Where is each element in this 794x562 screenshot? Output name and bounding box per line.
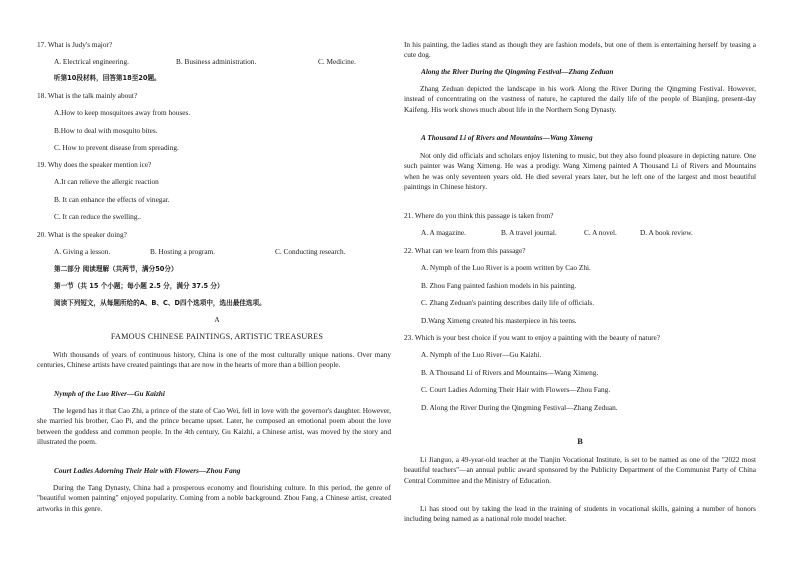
q19-option-a: A.It can relieve the allergic reaction bbox=[54, 177, 159, 186]
q20-option-b: B. Hosting a program. bbox=[150, 247, 216, 256]
q23-option-b: B. A Thousand Li of Rivers and Mountains—Wang Ximeng. bbox=[421, 368, 599, 377]
paragraph-qingming-river: Zhang Zeduan depicted the landscape in his work Along the River During the Qingming Festival. However, instead of concentrating on the vastness of nature, he captured the daily life of the people of Bianjing, present-day Kaifeng. His work shows much about life in the Northern Song Dynasty. bbox=[404, 84, 756, 114]
heading-thousand-li: A Thousand Li of Rivers and Mountains—Wang Ximeng bbox=[421, 133, 593, 142]
paragraph-b-two: Li has stood out by taking the lead in the training of students in vocational skills, gaining a number of honors including being named as a national role model teacher. bbox=[404, 504, 756, 524]
q23-option-d: D. Along the River During the Qingming Festival—Zhang Zeduan. bbox=[421, 403, 618, 412]
heading-court-ladies: Court Ladies Adorning Their Hair with Flowers—Zhou Fang bbox=[54, 466, 241, 475]
listen-instruction: 听第10段材料，回答第18至20题。 bbox=[54, 74, 161, 82]
q21-option-c: C. A novel. bbox=[584, 228, 617, 237]
q17-option-a: A. Electrical engineering. bbox=[54, 57, 129, 66]
paragraph-court-ladies-continued: In his painting, the ladies stand as though they are fashion models, but one of them is entertaining herself by teasing a cute dog. bbox=[404, 40, 756, 60]
q18-option-b: B.How to deal with mosquito bites. bbox=[54, 126, 158, 135]
section-one-heading: 第一节（共 15 个小题；每小题 2.5 分，满分 37.5 分） bbox=[54, 282, 224, 290]
q18-option-a: A.How to keep mosquitoes away from houses. bbox=[54, 108, 191, 117]
q21-option-a: A. A magazine. bbox=[421, 228, 466, 237]
q17-option-c: C. Medicine. bbox=[318, 57, 356, 66]
paragraph-court-ladies: During the Tang Dynasty, China had a prosperous economy and flourishing culture. In this period, the genre of "beautiful women painting" enjoyed popularity. Coming from a noble background. Zhou Fang, a Chinese artist, created artworks in this genre. bbox=[37, 483, 391, 513]
q19-option-c: C. It can reduce the swelling.. bbox=[54, 212, 142, 221]
q22-option-a: A. Nymph of the Luo River is a poem written by Cao Zhi. bbox=[421, 263, 591, 272]
q22-option-b: B. Zhou Fang painted fashion models in his painting. bbox=[421, 281, 577, 290]
q22-question: 22. What can we learn from this passage? bbox=[404, 246, 526, 255]
passage-b-label: B bbox=[577, 437, 583, 446]
q23-option-a: A. Nymph of the Luo River—Gu Kaizhi. bbox=[421, 350, 542, 359]
paragraph-intro: With thousands of years of continuous history, China is one of the most culturally unique nations. Over many centuries, Chinese artists have created paintings that are now in the hearts of more than a billion people. bbox=[37, 350, 391, 370]
q21-option-d: D. A book review. bbox=[640, 228, 693, 237]
reading-instruction: 阅读下列短文，从每题所给的A、B、C、D四个选项中，选出最佳选项。 bbox=[54, 299, 266, 307]
q20-option-a: A. Giving a lesson. bbox=[54, 247, 111, 256]
passage-a-title: FAMOUS CHINESE PAINTINGS, ARTISTIC TREASURES bbox=[110, 332, 324, 341]
q19-question: 19. Why does the speaker mention ice? bbox=[37, 160, 152, 169]
paragraph-thousand-li: Not only did officials and scholars enjoy listening to music, but they also found pleasure in depicting nature. One such painter was Wang Ximeng. He was a prodigy. Wang Ximeng painted A Thousand Li of Rivers and Mountains when he was only seventeen years old. He died several years later, but he left one of the largest and most beautiful paintings in Chinese history. bbox=[404, 151, 756, 192]
q20-option-c: C. Conducting research. bbox=[275, 247, 346, 256]
q23-option-c: C. Court Ladies Adorning Their Hair with Flowers—Zhou Fang. bbox=[421, 385, 611, 394]
q19-option-b: B. It can enhance the effects of vinegar. bbox=[54, 195, 170, 204]
q18-option-c: C. How to prevent disease from spreading. bbox=[54, 143, 179, 152]
q22-option-d: D.Wang Ximeng created his masterpiece in his teens. bbox=[421, 316, 577, 325]
q21-option-b: B. A travel journal. bbox=[501, 228, 557, 237]
heading-qingming-river: Along the River During the Qingming Festival—Zhang Zeduan bbox=[421, 67, 614, 76]
q23-question: 23. Which is your best choice if you want to enjoy a painting with the beauty of nature? bbox=[404, 333, 661, 342]
part-two-heading: 第二部分 阅读理解（共两节，满分50分） bbox=[54, 265, 178, 273]
paragraph-luo-river: The legend has it that Cao Zhi, a prince of the state of Cao Wei, fell in love with the governor's daughter. However, she married his brother, Cao Pi, and the prince became upset. Later, he composed an emotional poem about the love between the goddess and common people. In the 4th century, Gu Kaizhi, a Chinese artist, was moved by the story and illustrated the poem. bbox=[37, 406, 391, 447]
q18-question: 18. What is the talk mainly about? bbox=[37, 91, 138, 100]
passage-a-label: A bbox=[214, 315, 220, 324]
q20-question: 20. What is the speaker doing? bbox=[37, 230, 127, 239]
q21-question: 21. Where do you think this passage is taken from? bbox=[404, 211, 554, 220]
q17-option-b: B. Business administration. bbox=[176, 57, 257, 66]
q17-question: 17. What is Judy's major? bbox=[37, 40, 113, 49]
heading-luo-river: Nymph of the Luo River—Gu Kaizhi bbox=[54, 389, 165, 398]
paragraph-b-one: Li Jianguo, a 49-year-old teacher at the Tianjin Vocational Institute, is set to be named as one of the "2022 most beautiful teachers"—an annual public award sponsored by the Publicity Department of the Communist Party of China Central Committee and the Ministry of Education. bbox=[404, 455, 756, 485]
q22-option-c: C. Zhang Zeduan's painting describes daily life of officials. bbox=[421, 298, 595, 307]
